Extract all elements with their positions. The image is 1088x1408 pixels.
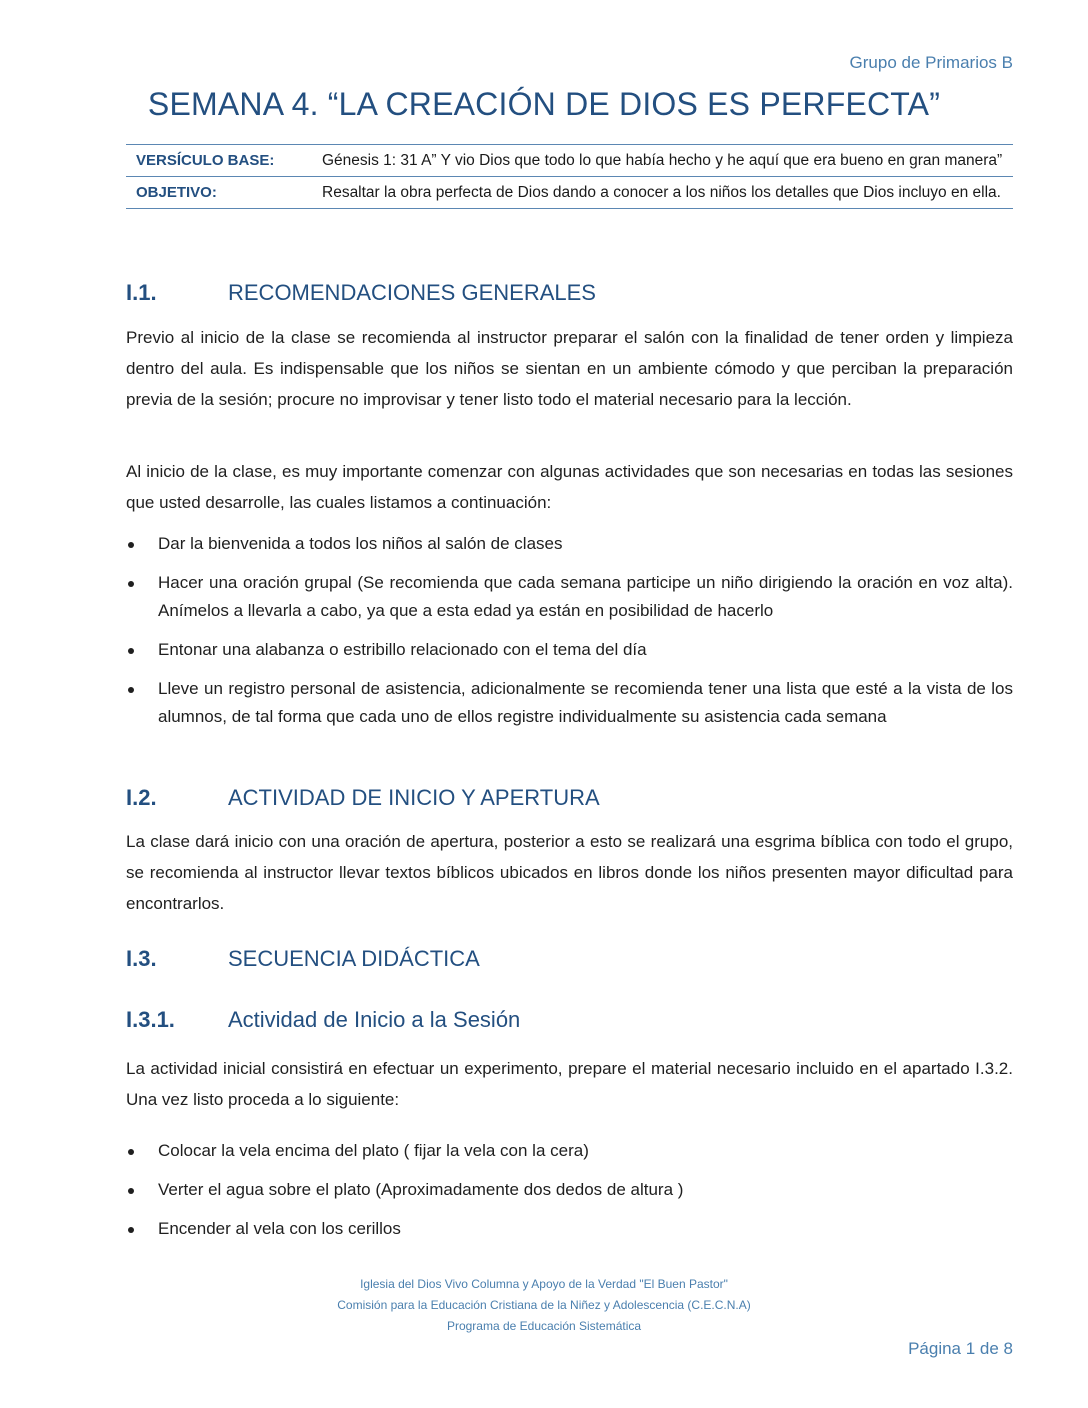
bullet-icon bbox=[128, 1188, 134, 1194]
bullet-list-recomendaciones bbox=[126, 530, 1013, 731]
paragraph: La actividad inicial consistirá en efectuar un experimento, prepare el material necesario incluido en el apartado I.3.2. Una vez listo proceda a lo siguiente: bbox=[126, 1059, 1013, 1109]
section-number: I.1. bbox=[126, 280, 157, 305]
info-row-versiculo bbox=[126, 145, 1013, 177]
section-title: RECOMENDACIONES GENERALES bbox=[228, 280, 596, 305]
list-item-text: Verter el agua sobre el plato (Aproximadamente dos dedos de altura ) bbox=[158, 1180, 684, 1199]
bullet-icon bbox=[128, 1149, 134, 1155]
bullet-icon bbox=[128, 687, 134, 693]
list-item bbox=[126, 1137, 1013, 1165]
paragraph: Al inicio de la clase, es muy importante comenzar con algunas actividades que son necesarias en todas las sesiones que usted desarrolle, las cuales listamos a continuación: bbox=[126, 462, 1013, 512]
list-item-text: Hacer una oración grupal (Se recomienda que cada semana participe un niño dirigiendo la oración en voz alta). Anímelos a llevarla a cabo, ya que a esta edad ya están en posibilidad de hacerlo bbox=[158, 573, 1013, 620]
section-heading-3 bbox=[126, 946, 480, 972]
list-item bbox=[126, 636, 1013, 664]
info-table bbox=[126, 144, 1013, 209]
footer-line-church: Iglesia del Dios Vivo Columna y Apoyo de la Verdad "El Buen Pastor" bbox=[360, 1277, 728, 1291]
list-item bbox=[126, 1215, 1013, 1243]
section-number: I.3. bbox=[126, 946, 157, 971]
paragraph: La clase dará inicio con una oración de apertura, posterior a esto se realizará una esgrima bíblica con todo el grupo, se recomienda al instructor llevar textos bíblicos ubicados en libros donde los niños presenten mayor dificultad para encontrarlos. bbox=[126, 832, 1013, 913]
list-item-text: Encender al vela con los cerillos bbox=[158, 1219, 401, 1238]
section-number: I.2. bbox=[126, 785, 157, 810]
list-item bbox=[126, 569, 1013, 625]
section-title: SECUENCIA DIDÁCTICA bbox=[228, 946, 480, 971]
list-item bbox=[126, 675, 1013, 731]
objetivo-value: Resaltar la obra perfecta de Dios dando a conocer a los niños los detalles que Dios incluyo en ella. bbox=[322, 184, 1001, 201]
section-title: Actividad de Inicio a la Sesión bbox=[228, 1007, 521, 1032]
section-heading-2 bbox=[126, 785, 600, 811]
list-item bbox=[126, 1176, 1013, 1204]
bullet-list-experimento bbox=[126, 1137, 1013, 1243]
list-item-text: Entonar una alabanza o estribillo relacionado con el tema del día bbox=[158, 640, 647, 659]
bullet-icon bbox=[128, 581, 134, 587]
header-group-name: Grupo de Primarios B bbox=[849, 53, 1013, 72]
bullet-icon bbox=[128, 648, 134, 654]
paragraph: Previo al inicio de la clase se recomienda al instructor preparar el salón con la finalidad de tener orden y limpieza dentro del aula. Es indispensable que los niños se sientan en un ambiente cómodo y que perciban la preparación previa de la sesión; procure no improvisar y tener listo todo el material necesario para la lección. bbox=[126, 328, 1013, 409]
footer-line-program: Programa de Educación Sistemática bbox=[446, 1319, 642, 1333]
versiculo-label: VERSÍCULO BASE: bbox=[136, 152, 275, 169]
section-number: I.3.1. bbox=[126, 1007, 175, 1032]
versiculo-value: Génesis 1: 31 A” Y vio Dios que todo lo que había hecho y he aquí que era bueno en gran manera” bbox=[322, 152, 1003, 169]
info-row-objetivo bbox=[126, 177, 1013, 209]
footer-line-commission: Comisión para la Educación Cristiana de la Niñez y Adolescencia (C.E.C.N.A) bbox=[337, 1298, 751, 1312]
bullet-icon bbox=[128, 1227, 134, 1233]
list-item-text: Lleve un registro personal de asistencia, adicionalmente se recomienda tener una lista que esté a la vista de los alumnos, de tal forma que cada uno de ellos registre individualmente su asistencia cada semana bbox=[158, 679, 1013, 726]
list-item bbox=[126, 530, 1013, 558]
section-heading-1 bbox=[126, 280, 596, 306]
footer bbox=[0, 1274, 1088, 1337]
page-title: SEMANA 4. “LA CREACIÓN DE DIOS ES PERFECTA” bbox=[147, 86, 941, 122]
objetivo-label: OBJETIVO: bbox=[136, 184, 217, 201]
section-title: ACTIVIDAD DE INICIO Y APERTURA bbox=[228, 785, 600, 810]
bullet-icon bbox=[128, 542, 134, 548]
subsection-heading-3-1 bbox=[126, 1007, 520, 1033]
list-item-text: Dar la bienvenida a todos los niños al salón de clases bbox=[158, 534, 563, 553]
list-item-text: Colocar la vela encima del plato ( fijar la vela con la cera) bbox=[158, 1141, 589, 1160]
page-number: Página 1 de 8 bbox=[908, 1339, 1013, 1358]
